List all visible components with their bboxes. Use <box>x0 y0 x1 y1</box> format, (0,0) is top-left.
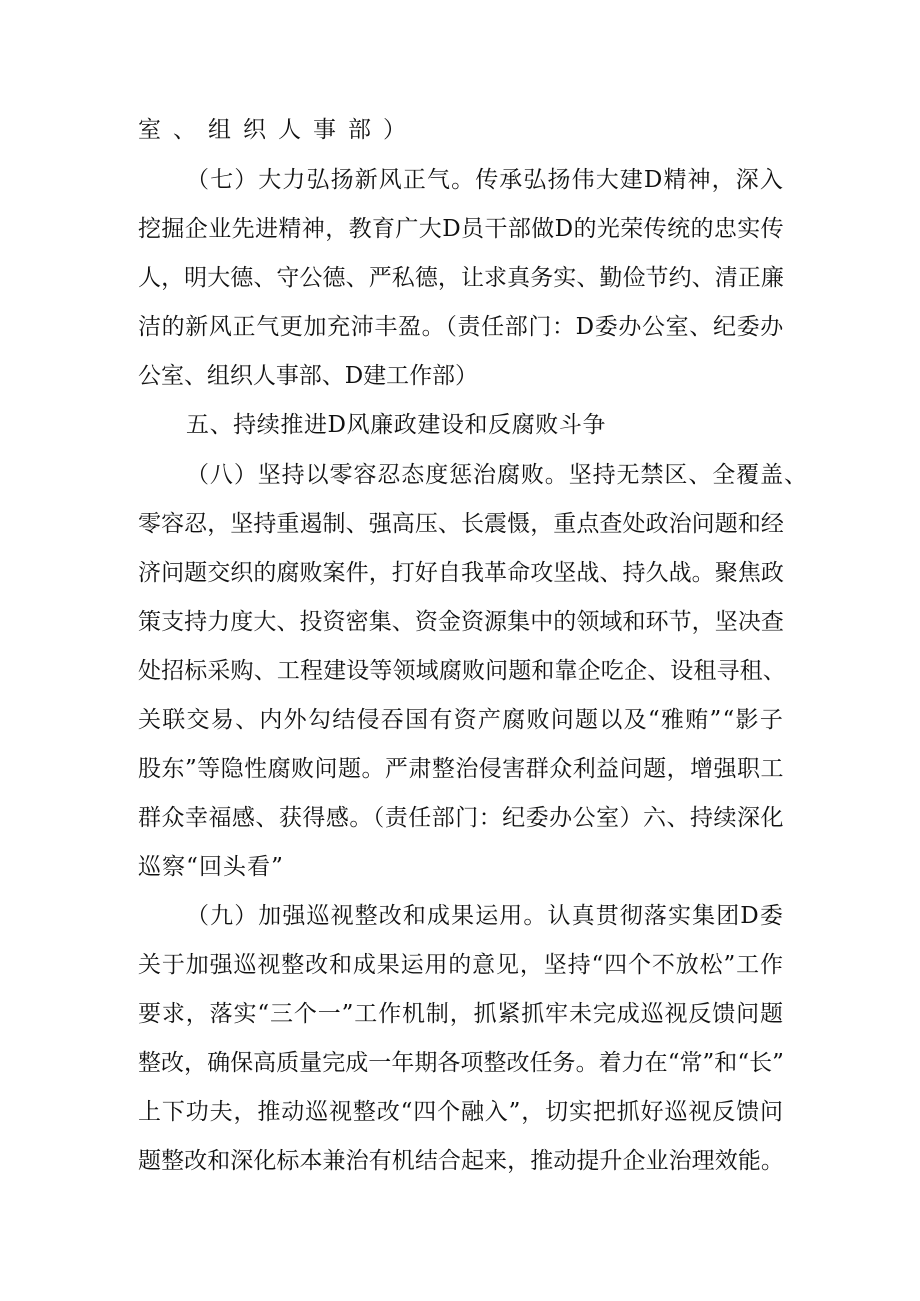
text-line: 题整改和深化标本兼治有机结合起来，推动提升企业治理效能。 <box>138 1148 784 1174</box>
text-line: 室、组织人事部） <box>138 117 418 143</box>
text-line: 人，明大德、守公德、严私德，让求真务实、勤俭节约、清正廉 <box>138 265 784 291</box>
text-line: 策支持力度大、投资密集、资金资源集中的领域和环节，坚决查 <box>138 609 784 635</box>
text-line: （九）加强巡视整改和成果运用。认真贯彻落实集团D委 <box>186 903 784 929</box>
text-line: 零容忍，坚持重遏制、强高压、长震慑，重点查处政治问题和经 <box>138 511 784 537</box>
text-line: 整改，确保高质量完成一年期各项整改任务。着力在“常”和“长” <box>138 1050 784 1076</box>
text-line: 挖掘企业先进精神，教育广大D员干部做D的光荣传统的忠实传 <box>138 216 785 242</box>
text-line: 洁的新风正气更加充沛丰盈。（责任部门：D委办公室、纪委办 <box>138 314 784 340</box>
text-line: 上下功夫，推动巡视整改“四个融入”，切实把抓好巡视反馈问 <box>138 1099 784 1125</box>
text-line: 济问题交织的腐败案件，打好自我革命攻坚战、持久战。聚焦政 <box>138 560 784 586</box>
text-line: 群众幸福感、获得感。（责任部门：纪委办公室）六、持续深化 <box>138 805 784 831</box>
text-line: 股东”等隐性腐败问题。严肃整治侵害群众利益问题，增强职工 <box>138 756 784 782</box>
text-line: 处招标采购、工程建设等领域腐败问题和靠企吃企、设租寻租、 <box>138 658 786 684</box>
text-line: 关于加强巡视整改和成果运用的意见，坚持“四个不放松”工作 <box>138 952 784 978</box>
text-line: 要求，落实“三个一”工作机制，抓紧抓牢未完成巡视反馈问题 <box>138 1001 784 1027</box>
text-line: 巡察“回头看” <box>138 854 285 880</box>
text-line: （八）坚持以零容忍态度惩治腐败。坚持无禁区、全覆盖、 <box>186 462 808 488</box>
text-line: 关联交易、内外勾结侵吞国有资产腐败问题以及“雅贿”“影子 <box>138 707 785 733</box>
text-line: （七）大力弘扬新风正气。传承弘扬伟大建D精神，深入 <box>186 167 784 193</box>
text-line: 公室、组织人事部、D建工作部） <box>138 363 478 389</box>
section-heading: 五、持续推进D风廉政建设和反腐败斗争 <box>186 412 607 438</box>
